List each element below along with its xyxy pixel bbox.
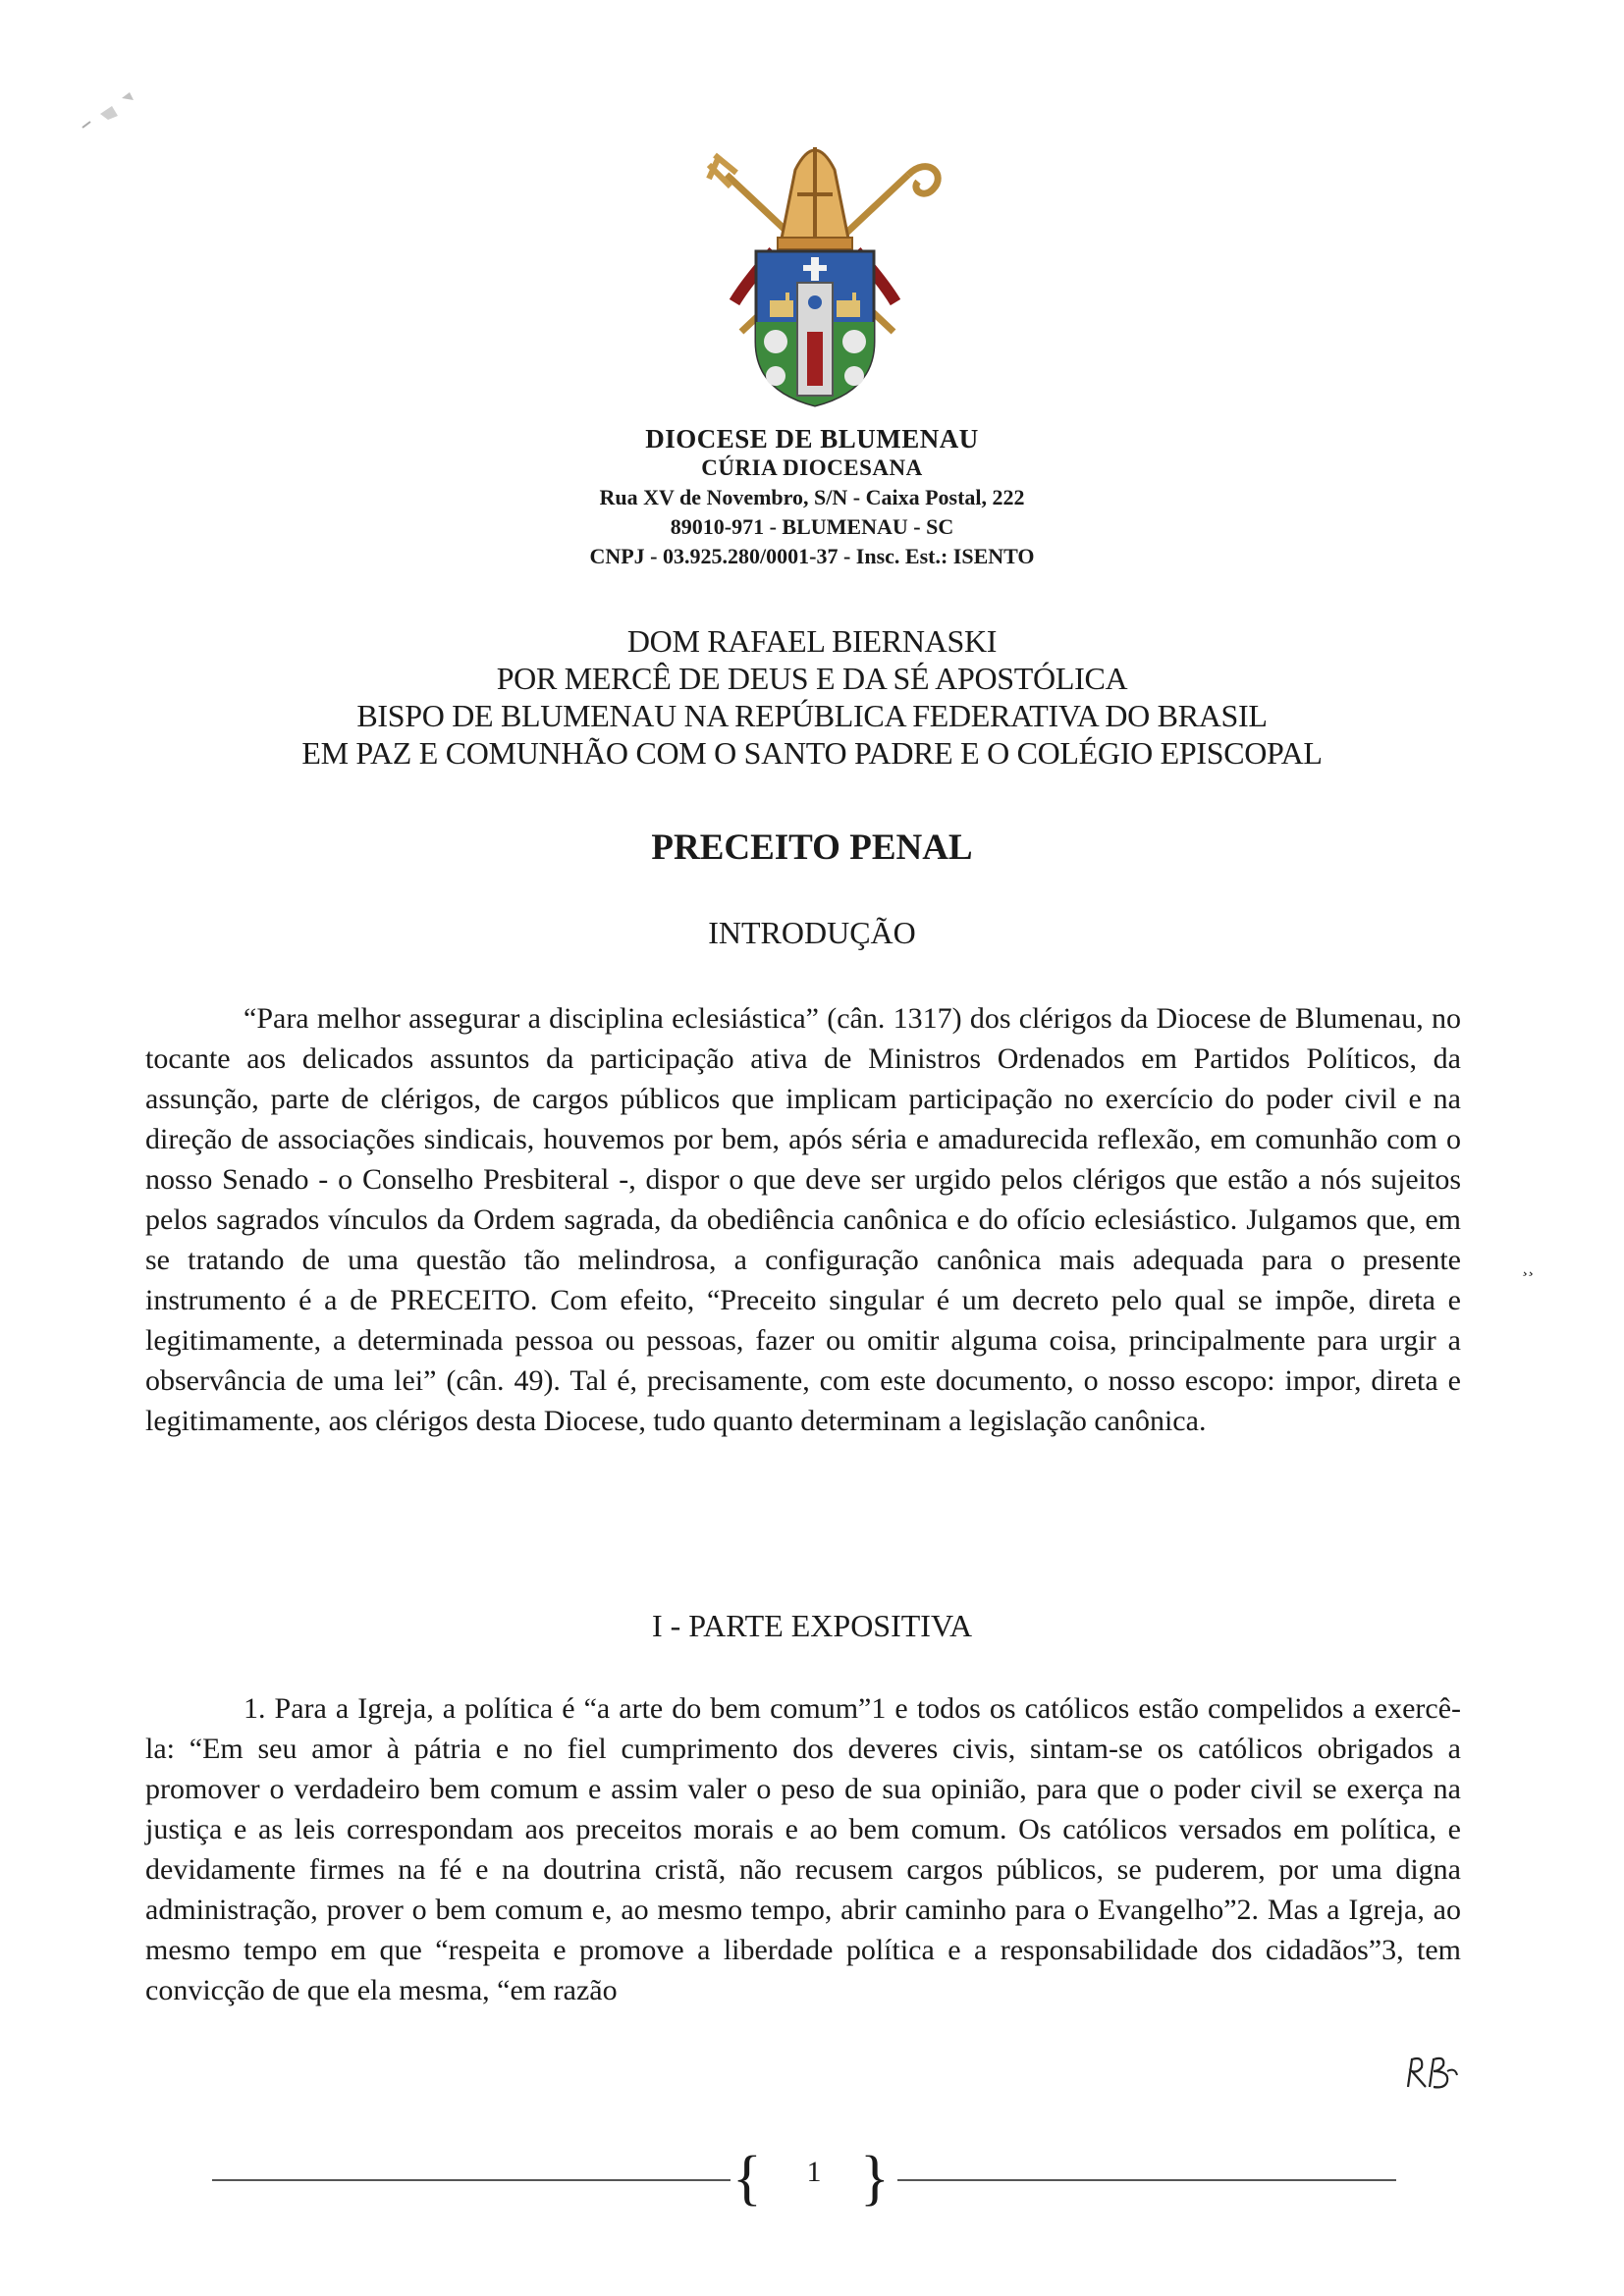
bishop-title-block: [0, 622, 1624, 772]
page-number-block: [731, 2146, 897, 2215]
handwritten-initials-icon: [1402, 2048, 1461, 2097]
address-line: Rua XV de Novembro, S/N - Caixa Postal, 222: [599, 485, 1025, 509]
postal-line: 89010-971 - BLUMENAU - SC: [670, 514, 954, 539]
curia-name: CÚRIA DIOCESANA: [701, 455, 923, 480]
bishop-title-line-3: BISPO DE BLUMENAU NA REPÚBLICA FEDERATIVA DO BRASIL: [356, 698, 1268, 733]
stray-mark: ¸¸: [1522, 1256, 1534, 1276]
diocese-name: DIOCESE DE BLUMENAU: [645, 424, 979, 454]
part-one-paragraph-1: 1. Para a Igreja, a política é “a arte do bem comum”1 e todos os católicos estão compelidos a exercê-la: “Em seu amor à pátria e no fiel cumprimento dos deveres civis, sintam-se os católicos obrigados a promover o verdadeiro bem comum e assim valer o peso de sua opinião, para que o poder civil se exerça na justiça e as leis correspondam aos preceitos morais e ao bem comum. Os católicos versados em política, e devidamente firmes na fé e na doutrina cristã, não recusem cargos públicos, se puderem, por uma digna administração, prover o bem comum e, ao mesmo tempo, abrir caminho para o Evangelho”2. Mas a Igreja, ao mesmo tempo em que “respeita e promove a liberdade política e a responsabilidade dos cidadãos”3, tem convicção de que ela mesma, “em razão: [145, 1692, 1461, 2006]
footer-rule-left: [212, 2179, 731, 2181]
introduction-heading: INTRODUÇÃO: [708, 915, 916, 950]
bishop-name: DOM RAFAEL BIERNASKI: [626, 623, 998, 659]
page-number: 1: [806, 2156, 822, 2188]
footer-rule-right: [897, 2179, 1396, 2181]
cnpj-line: CNPJ - 03.925.280/0001-37 - Insc. Est.: ISENTO: [589, 544, 1035, 568]
part-one-heading: I - PARTE EXPOSITIVA: [651, 1608, 973, 1643]
scan-artifact-icon: [71, 80, 159, 139]
brace-right: }: [860, 2145, 890, 2212]
diocesan-coat-of-arms-icon: [687, 135, 943, 420]
bishop-title-line-4: EM PAZ E COMUNHÃO COM O SANTO PADRE E O COLÉGIO EPISCOPAL: [301, 735, 1323, 771]
letterhead: [0, 424, 1624, 571]
introduction-paragraph: “Para melhor assegurar a disciplina eclesiástica” (cân. 1317) dos clérigos da Diocese de Blumenau, no tocante aos delicados assuntos da participação ativa de Ministros Ordenados em Partidos Políticos, da assunção, parte de clérigos, de cargos públicos que implicam participação no exercício do poder civil e na direção de associações sindicais, houvemos por bem, após séria e amadurecida reflexão, em comunhão com o nosso Senado - o Conselho Presbiteral -, dispor o que deve ser urgido pelos clérigos que estão a nós sujeitos pelos sagrados vínculos da Ordem sagrada, da obediência canônica e do ofício eclesiástico. Julgamos que, em se tratando de uma questão tão melindrosa, a configuração canônica mais adequada para o presente instrumento é a de PRECEITO. Com efeito, “Preceito singular é um decreto pelo qual se impõe, direta e legitimamente, a determinada pessoa ou pessoas, fazer ou omitir alguma coisa, principalmente para urgir a observância de uma lei” (cân. 49). Tal é, precisamente, com este documento, o nosso escopo: impor, direta e legitimamente, aos clérigos desta Diocese, tudo quanto determinam a legislação canônica.: [145, 1002, 1461, 1437]
bishop-title-line-2: POR MERCÊ DE DEUS E DA SÉ APOSTÓLICA: [496, 661, 1128, 696]
brace-left: {: [732, 2145, 762, 2212]
document-title: PRECEITO PENAL: [651, 828, 973, 868]
